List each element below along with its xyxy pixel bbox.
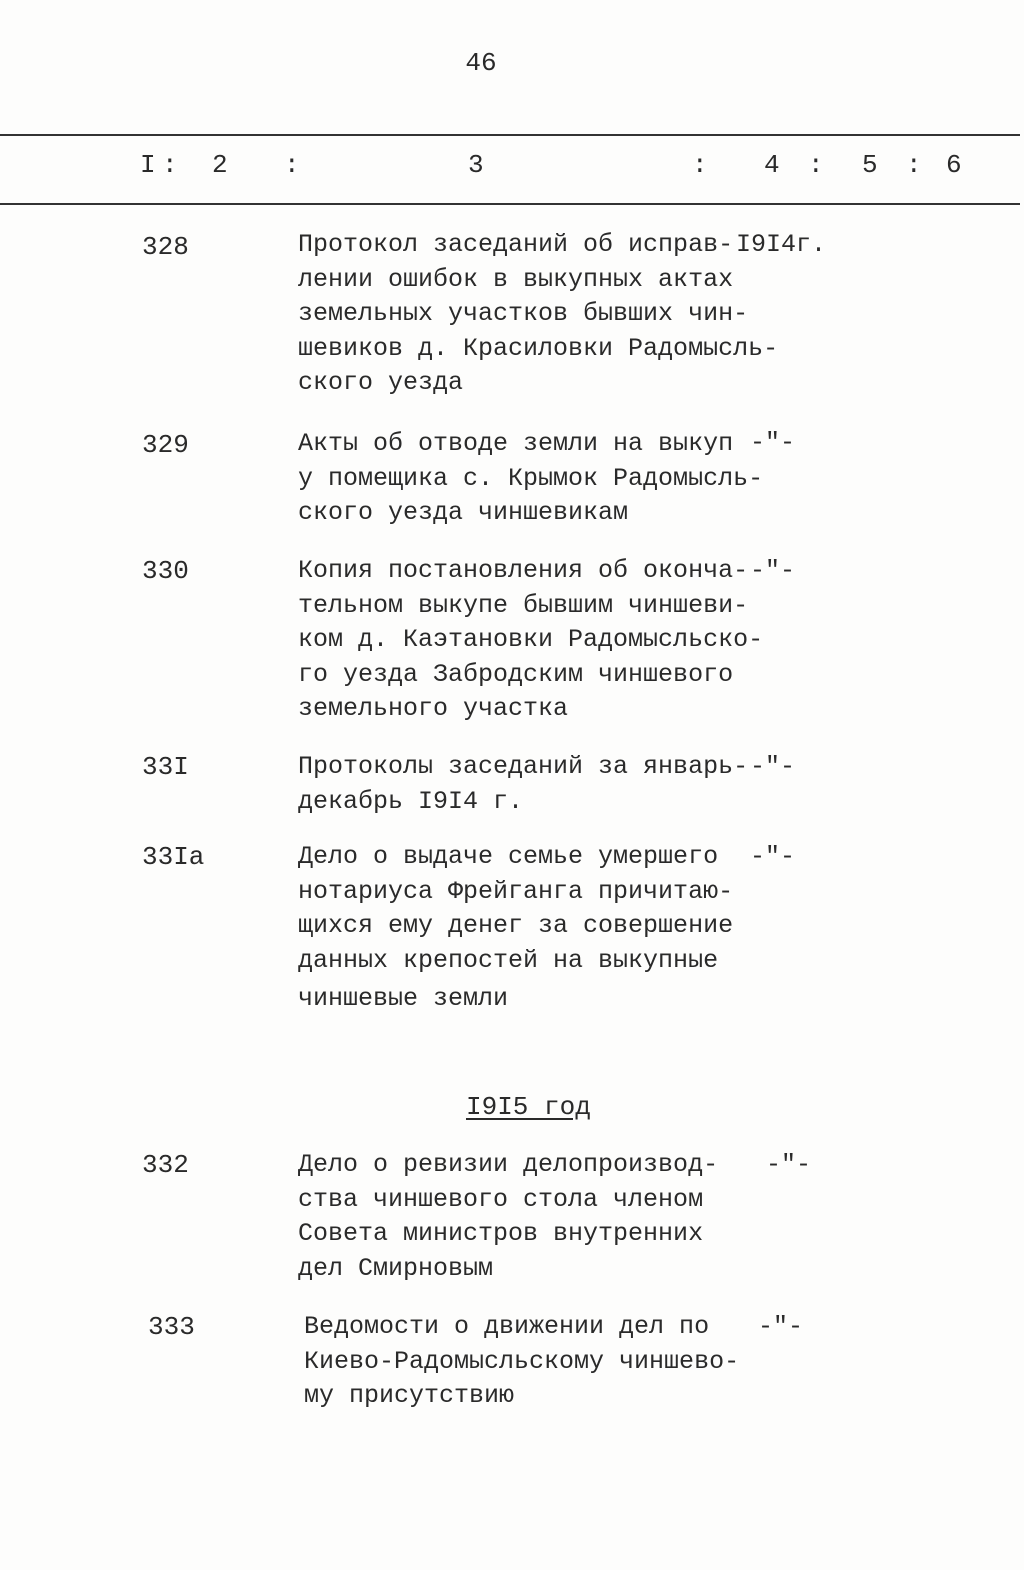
entry-line: данных крепостей на выкупные	[298, 945, 719, 975]
entry-date: I9I4г.	[736, 230, 827, 259]
entry-description	[298, 228, 779, 401]
entry-number: 333	[148, 1312, 195, 1342]
column-header-3: 3	[468, 150, 484, 180]
entry-line: Протокол заседаний об исправ-	[298, 230, 734, 259]
column-separator: :	[808, 150, 824, 180]
section-heading-year: I9I5 год	[466, 1092, 591, 1122]
entry-date: -"-	[750, 556, 796, 585]
entry-line: шевиков д. Красиловки Радомысль-	[298, 333, 779, 363]
entry-line: тельном выкупе бывшим чиншеви-	[298, 590, 749, 620]
header-top-rule	[0, 134, 1020, 136]
column-header-1: I	[140, 150, 156, 180]
column-separator: :	[692, 150, 708, 180]
entry-description	[298, 554, 768, 727]
entry-number: 330	[142, 556, 189, 586]
entry-line: Дело о выдаче семье умершего	[298, 842, 719, 871]
entry-number: 329	[142, 430, 189, 460]
page-number: 46	[465, 48, 497, 78]
entry-line: Копия постановления об оконча-	[298, 556, 749, 585]
column-header-5: 5	[862, 150, 878, 180]
entry-description	[304, 1310, 774, 1414]
column-separator: :	[162, 150, 178, 180]
entry-description	[298, 750, 768, 819]
entry-line: Акты об отводе земли на выкуп	[298, 429, 734, 458]
entry-line: нотариуса Фрейганга причитаю-	[298, 876, 734, 906]
entry-line: Ведомости о движении дел по	[304, 1312, 710, 1341]
entry-line: ского уезда	[298, 368, 464, 397]
entry-date: -"-	[766, 1150, 812, 1179]
entry-description	[298, 840, 768, 1017]
entry-line: Протоколы заседаний за январь-	[298, 752, 749, 781]
entry-line: Совета министров внутренних	[298, 1219, 704, 1248]
entry-line: ства чиншевого стола членом	[298, 1184, 704, 1214]
entry-line: ком д. Каэтановки Радомысльско-	[298, 625, 764, 654]
entry-number: 328	[142, 232, 189, 262]
entry-date: -"-	[750, 752, 796, 781]
entry-line: щихся ему денег за совершение	[298, 911, 734, 940]
entry-line: чиншевые земли	[298, 984, 509, 1013]
entry-number: 33I	[142, 752, 189, 782]
entry-line: ского уезда чиншевикам	[298, 498, 629, 527]
entry-line: у помещика с. Крымок Радомысль-	[298, 463, 764, 493]
entry-line: лении ошибок в выкупных актах	[298, 264, 734, 294]
column-separator: :	[906, 150, 922, 180]
entry-number: 33Iа	[142, 842, 205, 872]
column-header-6: 6	[946, 150, 962, 180]
entry-date: -"-	[750, 842, 796, 871]
entry-line: го уезда Забродским чиншевого	[298, 659, 734, 689]
column-separator: :	[284, 150, 300, 180]
entry-line: дел Смирновым	[298, 1253, 494, 1283]
entry-line: му присутствию	[304, 1381, 515, 1410]
entry-line: декабрь I9I4 г.	[298, 786, 524, 816]
entry-line: земельных участков бывших чин-	[298, 299, 749, 328]
column-header-2: 2	[212, 150, 228, 180]
entry-line: Дело о ревизии делопроизвод-	[298, 1150, 719, 1179]
column-header-4: 4	[764, 150, 780, 180]
entry-description	[298, 427, 768, 531]
entry-number: 332	[142, 1150, 189, 1180]
entry-line: Киево-Радомысльскому чиншево-	[304, 1346, 740, 1376]
entry-description	[298, 1148, 768, 1286]
entry-date: -"-	[750, 428, 796, 457]
header-bottom-rule	[0, 203, 1020, 205]
entry-date: -"-	[758, 1312, 804, 1341]
entry-line: земельного участка	[298, 694, 569, 723]
